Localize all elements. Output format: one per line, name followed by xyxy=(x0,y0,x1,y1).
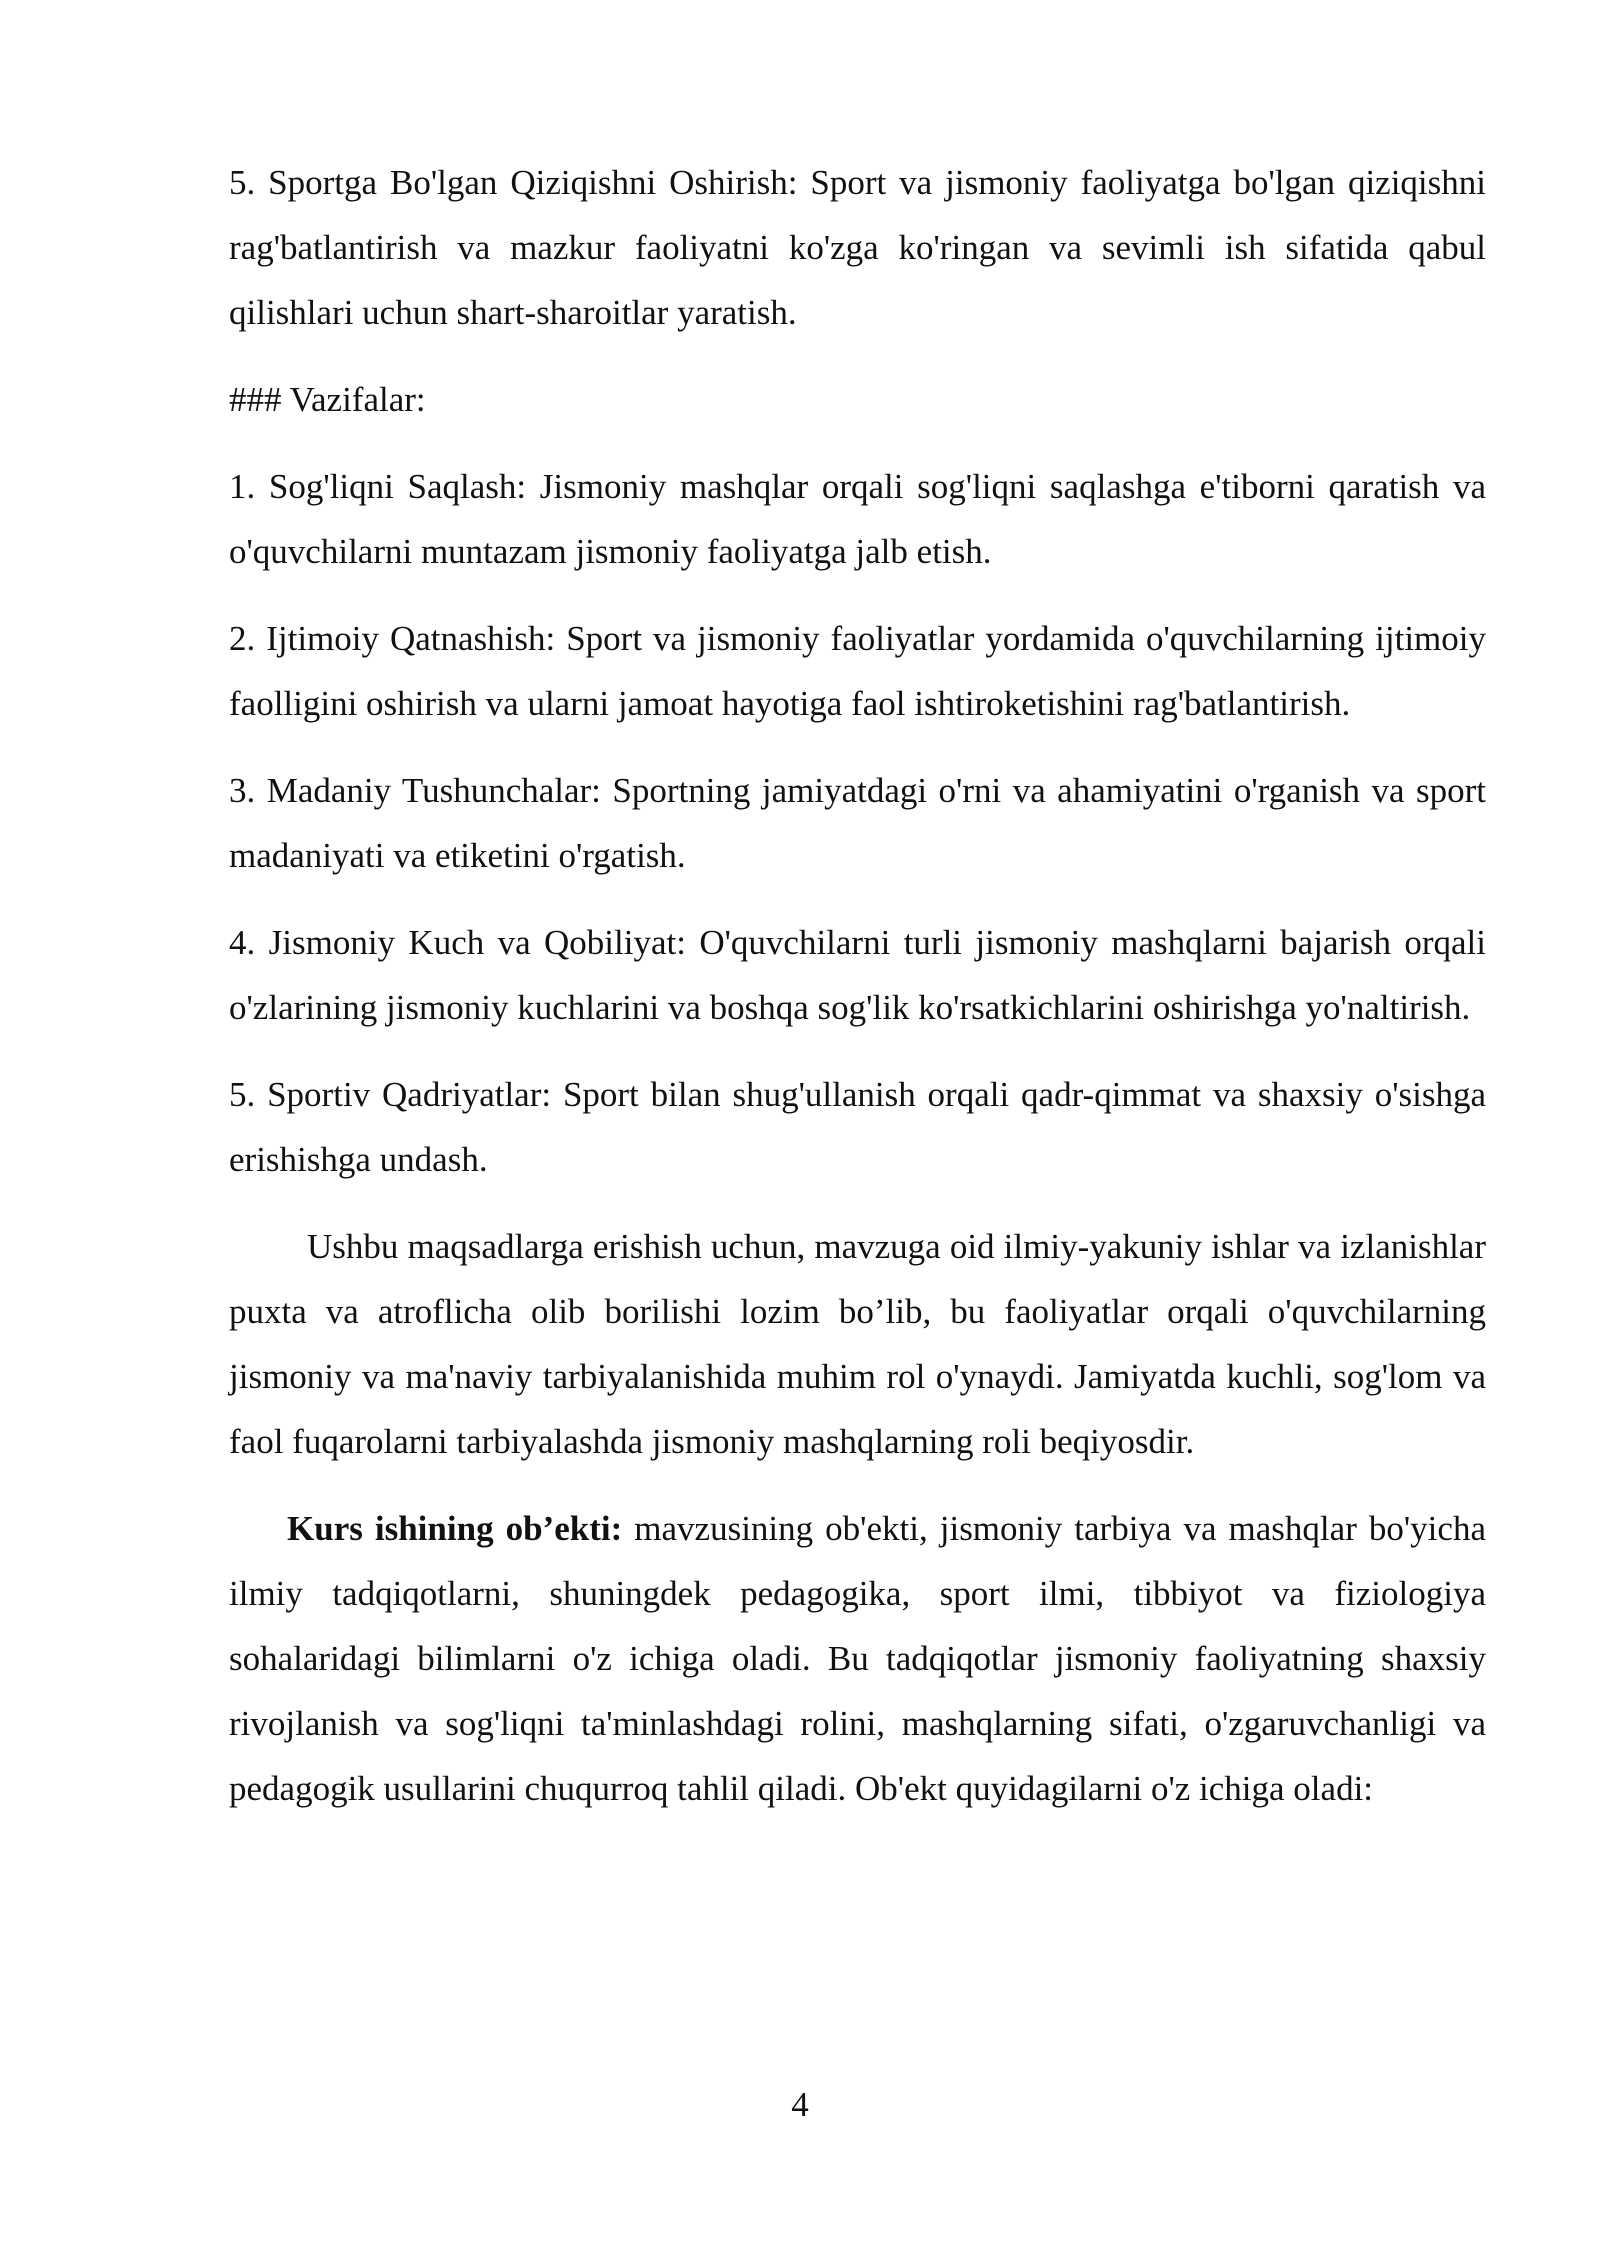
object-body-text: mavzusining ob'ekti, jismoniy tarbiya va mashqlar bo'yicha ilmiy tadqiqotlarni, shuningdek pedagogika, sport ilmi, tibbiyot va fiziologiya sohalaridagi bilimlarni o'z ichiga oladi. Bu tadqiqotlar jismoniy faoliyatning shaxsiy rivojlanish va sog'liqni ta'minlashdagi rolini, mashqlarning sifati, o'zgaruvchanligi va pedagogik usullarini chuqurroq tahlil qiladi. Ob'ekt quyidagilarni o'z ichiga oladi: xyxy=(229,1509,1486,1808)
tasks-heading: ### Vazifalar: xyxy=(229,380,426,419)
page-number: 4 xyxy=(791,2085,809,2124)
task-1-paragraph: 1. Sog'liqni Saqlash: Jismoniy mashqlar orqali sog'liqni saqlashga e'tiborni qaratish va o'quvchilarni muntazam jismoniy faoliyatga jalb etish. xyxy=(229,467,1486,571)
task-5-paragraph: 5. Sportiv Qadriyatlar: Sport bilan shug'ullanish orqali qadr-qimmat va shaxsiy o'sishga erishishga undash. xyxy=(229,1075,1486,1179)
object-paragraph xyxy=(229,1496,1486,1821)
summary-paragraph: Ushbu maqsadlarga erishish uchun, mavzuga oid ilmiy-yakuniy ishlar va izlanishlar puxta va atroflicha olib borilishi lozim bo’lib, bu faoliyatlar orqali o'quvchilarning jismoniy va ma'naviy tarbiyalanishida muhim rol o'ynaydi. Jamiyatda kuchli, sog'lom va faol fuqarolarni tarbiyalashda jismoniy mashqlarning roli beqiyosdir. xyxy=(229,1227,1486,1461)
document-page xyxy=(229,150,1486,1843)
object-lead-label: Kurs ishining ob’ekti: xyxy=(287,1509,623,1548)
goal-5-paragraph: 5. Sportga Bo'lgan Qiziqishni Oshirish: Sport va jismoniy faoliyatga bo'lgan qiziqishni rag'batlantirish va mazkur faoliyatni ko'zga ko'ringan va sevimli ish sifatida qabul qilishlari uchun shart-sharoitlar yaratish. xyxy=(229,163,1486,332)
task-2-paragraph: 2. Ijtimoiy Qatnashish: Sport va jismoniy faoliyatlar yordamida o'quvchilarning ijtimoiy faolligini oshirish va ularni jamoat hayotiga faol ishtiroketishini rag'batlantirish. xyxy=(229,619,1486,723)
task-4-paragraph: 4. Jismoniy Kuch va Qobiliyat: O'quvchilarni turli jismoniy mashqlarni bajarish orqali o'zlarining jismoniy kuchlarini va boshqa sog'lik ko'rsatkichlarini oshirishga yo'naltirish. xyxy=(229,923,1486,1027)
task-3-paragraph: 3. Madaniy Tushunchalar: Sportning jamiyatdagi o'rni va ahamiyatini o'rganish va sport madaniyati va etiketini o'rgatish. xyxy=(229,771,1486,875)
